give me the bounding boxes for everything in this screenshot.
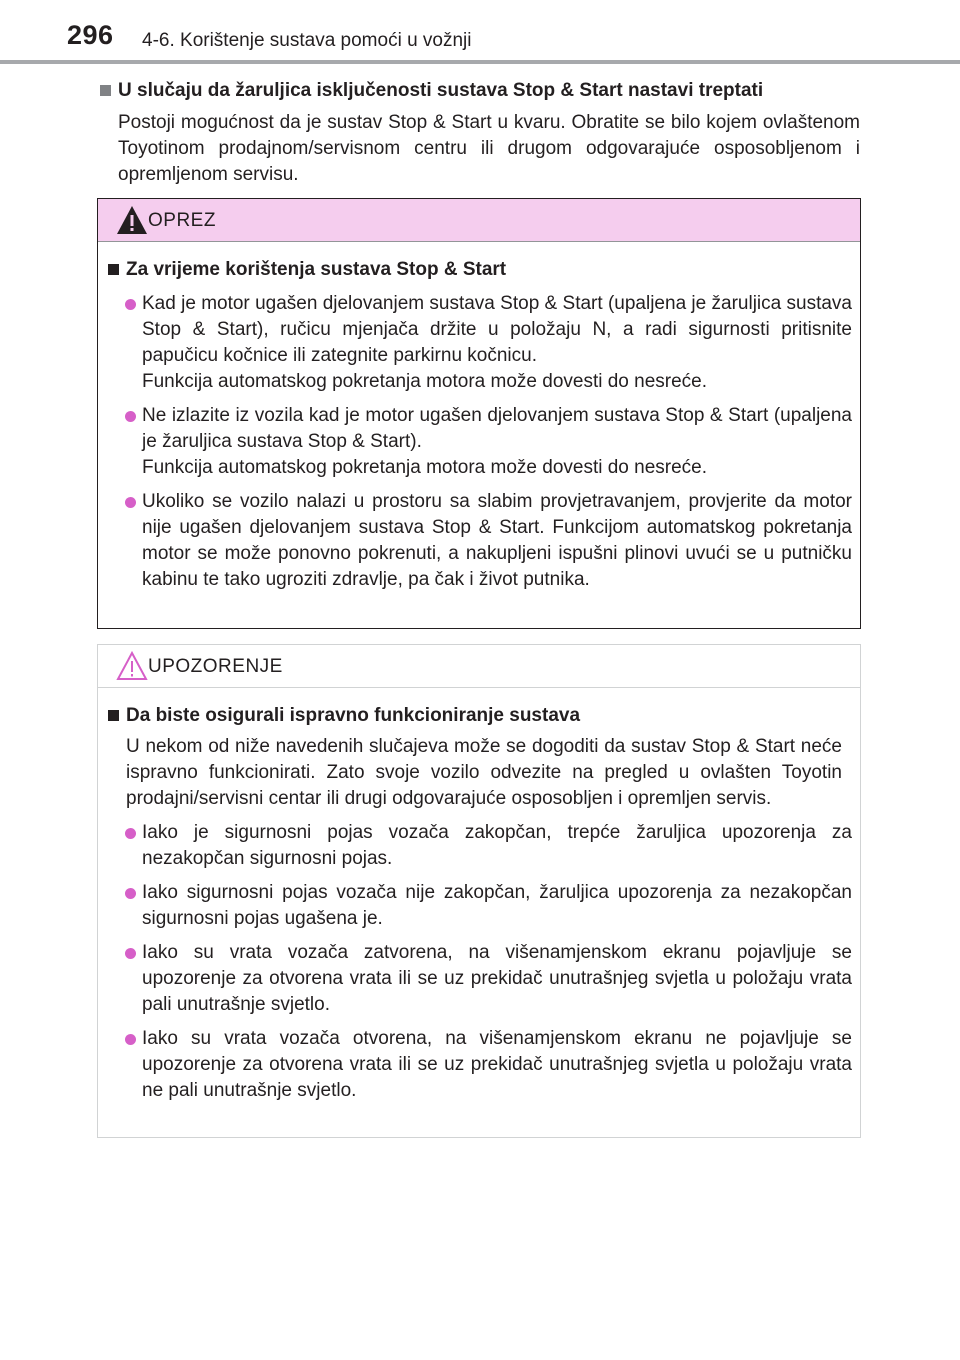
caution-body xyxy=(98,242,860,593)
bullet-dot-icon xyxy=(125,1034,136,1045)
intro-section xyxy=(98,78,860,188)
list-item-note: Funkcija automatskog pokretanja motora može dovesti do nesreće. xyxy=(142,457,708,478)
list-item-text: Iako su vrata vozača zatvorena, na višenamjenskom ekranu pojavljuje se upozorenje za otvorena vrata ili se uz prekidač unutrašnjeg svjetla u položaju vrata pali unutrašnje svjetlo. xyxy=(142,942,852,1015)
warning-heading xyxy=(106,703,852,729)
caution-list xyxy=(106,291,852,593)
intro-heading-text: U slučaju da žaruljica isključenosti sustava Stop & Start nastavi treptati xyxy=(118,80,764,101)
bullet-dot-icon xyxy=(125,299,136,310)
list-item xyxy=(106,940,852,1018)
list-item-text: Ukoliko se vozilo nalazi u prostoru sa slabim provjetravanjem, provjerite da motor nije ugašen djelovanjem sustava Stop & Start. Funkcijom automatskog pokretanja motor se može ponovno pokrenuti, a nakupljeni ispušni plinovi uvući se u putničku kabinu te tako ugroziti zdravlje, pa čak i život putnika. xyxy=(142,491,852,590)
list-item-text: Iako sigurnosni pojas vozača nije zakopčan, žaruljica upozorenja za nezakopčan sigurnosni pojas ugašena je. xyxy=(142,882,852,929)
bullet-dot-icon xyxy=(125,411,136,422)
warning-body xyxy=(98,688,860,1104)
warning-box xyxy=(97,644,861,1138)
header-divider xyxy=(0,60,960,64)
intro-heading xyxy=(98,78,860,104)
list-item xyxy=(106,291,852,395)
list-item xyxy=(106,403,852,481)
square-bullet-icon xyxy=(108,264,119,275)
square-bullet-icon xyxy=(100,85,111,96)
warning-outline-triangle-icon xyxy=(114,649,150,683)
caution-box xyxy=(97,198,861,629)
list-item xyxy=(106,820,852,872)
warning-paragraph: U nekom od niže navedenih slučajeva može se dogoditi da sustav Stop & Start neće ispravno funkcionirati. Zato svoje vozilo odvezite na pregled u ovlašten Toyotin prodajni/servisni centar ili drugi odgovarajuće osposobljen i opremljen servis. xyxy=(126,736,842,809)
list-item xyxy=(106,1026,852,1104)
warning-triangle-icon xyxy=(114,203,150,237)
bullet-dot-icon xyxy=(125,948,136,959)
warning-header xyxy=(98,645,860,688)
caution-heading-text: Za vrijeme korištenja sustava Stop & Start xyxy=(126,259,507,280)
caution-header xyxy=(98,199,860,242)
warning-heading-text: Da biste osigurali ispravno funkcioniranje sustava xyxy=(126,705,581,726)
list-item-note: Funkcija automatskog pokretanja motora može dovesti do nesreće. xyxy=(142,371,708,392)
warning-list xyxy=(106,820,852,1104)
warning-label: UPOZORENJE xyxy=(148,656,283,677)
square-bullet-icon xyxy=(108,710,119,721)
bullet-dot-icon xyxy=(125,888,136,899)
list-item-text: Iako je sigurnosni pojas vozača zakopčan, trepće žaruljica upozorenja za nezakopčan sigurnosni pojas. xyxy=(142,822,852,869)
caution-heading xyxy=(106,257,852,283)
bullet-dot-icon xyxy=(125,828,136,839)
caution-label: OPREZ xyxy=(148,210,216,231)
intro-paragraph: Postoji mogućnost da je sustav Stop & Start u kvaru. Obratite se bilo kojem ovlaštenom Toyotinom prodajnom/servisnom centru ili drugom odgovarajuće osposobljenom i opremljenom servisu. xyxy=(118,112,860,185)
list-item-text: Ne izlazite iz vozila kad je motor ugašen djelovanjem sustava Stop & Start (upaljena je žaruljica sustava Stop & Start). xyxy=(142,405,852,452)
bullet-dot-icon xyxy=(125,497,136,508)
section-title: 4-6. Korištenje sustava pomoći u vožnji xyxy=(142,30,472,51)
list-item-text: Iako su vrata vozača otvorena, na višenamjenskom ekranu ne pojavljuje se upozorenje za otvorena vrata ili se uz prekidač unutrašnjeg svjetla u položaju vrata ne pali unutrašnje svjetlo. xyxy=(142,1028,852,1101)
list-item xyxy=(106,880,852,932)
page-number: 296 xyxy=(67,20,114,50)
page-header xyxy=(0,0,960,66)
list-item-text: Kad je motor ugašen djelovanjem sustava Stop & Start (upaljena je žaruljica sustava Stop & Start), ručicu mjenjača držite u položaju N, a radi sigurnosti pritisnite papučicu kočnice ili zategnite parkirnu kočnicu. xyxy=(142,293,852,366)
list-item xyxy=(106,489,852,593)
